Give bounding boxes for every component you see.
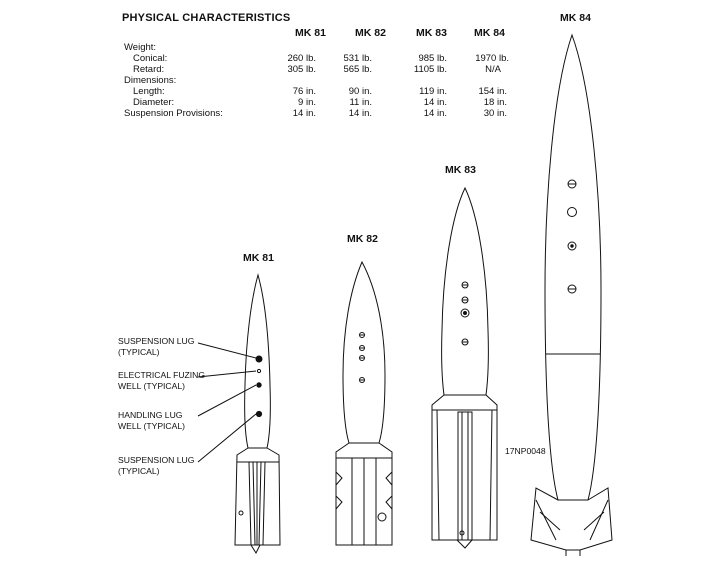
cell-suspension-mk83: 14 in.: [423, 108, 447, 119]
cell-conical-mk84: 1970 lb.: [475, 53, 509, 64]
cell-retard-mk83: 1105 lb.: [413, 64, 447, 75]
cell-diameter-mk84: 18 in.: [483, 97, 507, 108]
mk81-handling-lug-well: [257, 383, 261, 387]
cell-diameter-mk81: 9 in.: [298, 97, 316, 108]
cell-conical-mk82: 531 lb.: [343, 53, 372, 64]
cell-length-mk83: 119 in.: [419, 86, 447, 97]
callout-suspension-lug-bottom: SUSPENSION LUG (TYPICAL): [118, 455, 195, 476]
mk83-body: [442, 188, 489, 395]
row-label-length: Length:: [133, 86, 165, 97]
cell-diameter-mk83: 14 in.: [423, 97, 447, 108]
cell-conical-mk81: 260 lb.: [287, 53, 316, 64]
cell-length-mk81: 76 in.: [292, 86, 316, 97]
row-label-retard: Retard:: [133, 64, 165, 75]
bomb-label-mk81: MK 81: [243, 252, 274, 264]
row-label-weight: Weight:: [124, 42, 157, 53]
row-label-dimensions: Dimensions:: [124, 75, 177, 86]
cell-suspension-mk84: 30 in.: [483, 108, 507, 119]
figure-reference: 17NP0048: [505, 446, 546, 456]
bomb-label-mk84: MK 84: [560, 12, 591, 24]
callout-handling-lug-well: HANDLING LUG WELL (TYPICAL): [118, 410, 186, 431]
column-header-mk82: MK 82: [355, 27, 386, 39]
row-label-suspension: Suspension Provisions:: [124, 108, 223, 119]
mk81-fuzing-well: [257, 369, 260, 372]
mk84-drawing: [531, 35, 612, 556]
cell-length-mk82: 90 in.: [348, 86, 372, 97]
bomb-label-mk82: MK 82: [347, 233, 378, 245]
mk82-body: [343, 262, 385, 443]
cell-retard-mk84: N/A: [485, 64, 501, 75]
mk83-tail: [432, 395, 497, 540]
mk84-body: [545, 35, 601, 500]
mk83-drawing: [432, 188, 497, 548]
cell-suspension-mk81: 14 in.: [292, 108, 316, 119]
mk81-suspension-lug-bottom: [256, 411, 261, 416]
column-header-mk81: MK 81: [295, 27, 326, 39]
cell-suspension-mk82: 14 in.: [348, 108, 372, 119]
mk81-drawing: [235, 275, 280, 553]
cell-length-mk84: 154 in.: [478, 86, 507, 97]
bomb-label-mk83: MK 83: [445, 164, 476, 176]
table-title: PHYSICAL CHARACTERISTICS: [122, 12, 291, 24]
column-header-mk84: MK 84: [474, 27, 505, 39]
callout-electrical-fuzing-well: ELECTRICAL FUZING WELL (TYPICAL): [118, 370, 206, 391]
row-label-diameter: Diameter:: [133, 97, 175, 108]
mk82-drawing: [336, 262, 392, 545]
column-header-mk83: MK 83: [416, 27, 447, 39]
cell-conical-mk83: 985 lb.: [418, 53, 447, 64]
cell-diameter-mk82: 11 in.: [349, 97, 372, 108]
cell-retard-mk82: 565 lb.: [343, 64, 372, 75]
row-label-conical: Conical:: [133, 53, 168, 64]
mk81-suspension-lug-top: [256, 356, 262, 362]
callout-suspension-lug-top: SUSPENSION LUG (TYPICAL): [118, 336, 195, 357]
cell-retard-mk81: 305 lb.: [287, 64, 316, 75]
